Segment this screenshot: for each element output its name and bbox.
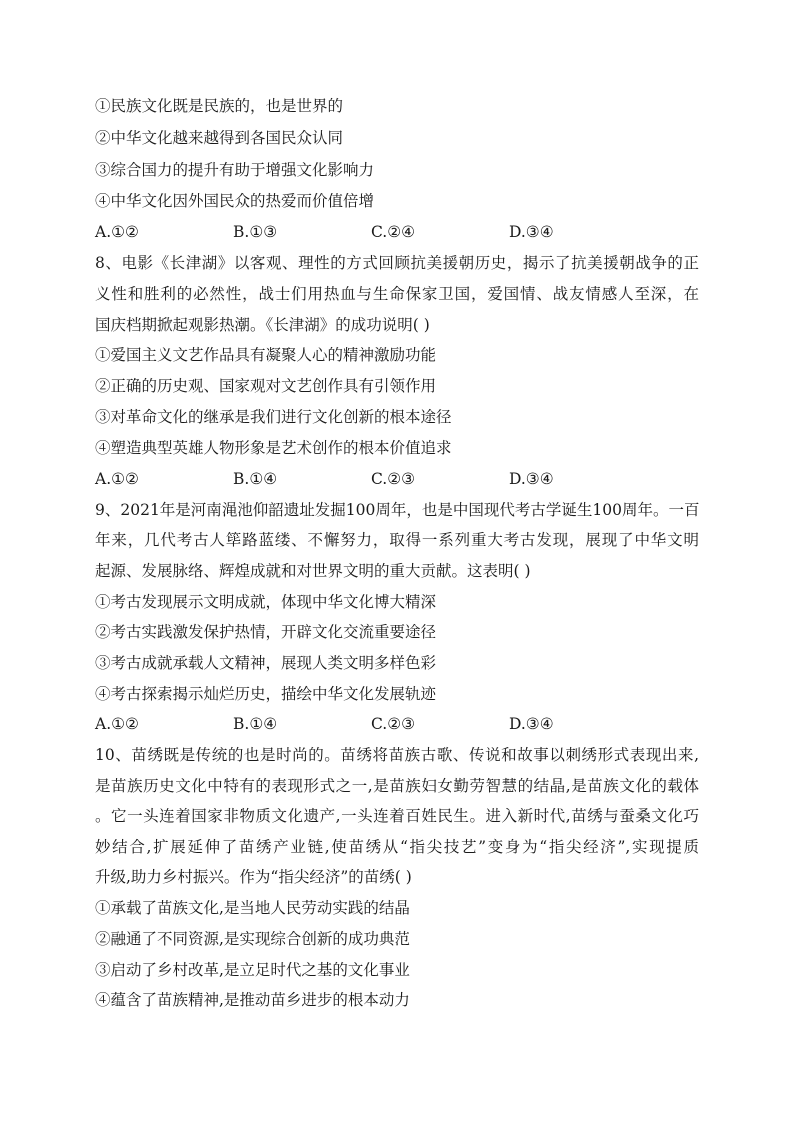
q10-stem-line-2: 是苗族历史文化中特有的表现形式之一,是苗族妇女勤劳智慧的结晶,是苗族文化的载体 <box>95 777 699 795</box>
q8-item-1: ①爱国主义文艺作品具有凝聚人心的精神激励功能 <box>95 346 437 364</box>
q7-option-b: B.①③ <box>233 223 278 241</box>
q9-item-1: ①考古发现展示文明成就，体现中华文化博大精深 <box>95 593 437 611</box>
q7-option-d: D.③④ <box>509 223 554 241</box>
q7-item-4: ④中华文化因外国民众的热爱而价值倍增 <box>95 192 375 210</box>
q10-stem-line-3: 。它一头连着国家非物质文化遗产,一头连着百姓民生。进入新时代,苗绣与蚕桑文化巧 <box>95 807 699 825</box>
q9-stem-line-3: 起源、发展脉络、辉煌成就和对世界文明的重大贡献。这表明( ) <box>95 562 531 580</box>
q7-option-c: C.②④ <box>371 223 416 241</box>
q10-stem-line-4: 妙结合,扩展延伸了苗绣产业链,使苗绣从“指尖技艺”变身为“指尖经济”,实现提质 <box>95 838 699 856</box>
q8-item-4: ④塑造典型英雄人物形象是艺术创作的根本价值追求 <box>95 439 452 457</box>
q10-stem-line-1: 10、苗绣既是传统的也是时尚的。苗绣将苗族古歌、传说和故事以刺绣形式表现出来, <box>95 746 699 764</box>
q10-item-3: ③启动了乡村改革,是立足时代之基的文化事业 <box>95 961 410 979</box>
q9-option-d: D.③④ <box>509 715 554 733</box>
q10-item-2: ②融通了不同资源,是实现综合创新的成功典范 <box>95 930 410 948</box>
q9-item-4: ④考古探索揭示灿烂历史，描绘中华文化发展轨迹 <box>95 685 437 703</box>
q9-option-b: B.①④ <box>233 715 278 733</box>
q8-option-d: D.③④ <box>509 470 554 488</box>
q7-item-2: ②中华文化越来越得到各国民众认同 <box>95 129 344 147</box>
q9-option-c: C.②③ <box>371 715 416 733</box>
q8-item-2: ②正确的历史观、国家观对文艺创作具有引领作用 <box>95 377 437 395</box>
q8-item-3: ③对革命文化的继承是我们进行文化创新的根本途径 <box>95 408 452 426</box>
q10-item-1: ①承载了苗族文化,是当地人民劳动实践的结晶 <box>95 899 410 917</box>
q8-option-c: C.②③ <box>371 470 416 488</box>
q8-stem-line-1: 8、电影《长津湖》以客观、理性的方式回顾抗美援朝历史，揭示了抗美援朝战争的正 <box>95 254 699 272</box>
q9-stem-line-2: 年来，几代考古人筚路蓝缕、不懈努力，取得一系列重大考古发现，展现了中华文明 <box>95 531 699 549</box>
q8-option-b: B.①④ <box>233 470 278 488</box>
q7-item-3: ③综合国力的提升有助于增强文化影响力 <box>95 161 375 179</box>
q9-option-a: A.①② <box>95 715 139 733</box>
q9-item-3: ③考古成就承载人文精神，展现人类文明多样色彩 <box>95 654 437 672</box>
q8-stem-line-2: 义性和胜利的必然性，战士们用热血与生命保家卫国，爱国情、战友情感人至深，在 <box>95 285 699 303</box>
q10-item-4: ④蕴含了苗族精神,是推动苗乡进步的根本动力 <box>95 991 410 1009</box>
q8-stem-line-3: 国庆档期掀起观影热潮。《长津湖》的成功说明( ) <box>95 316 430 334</box>
q7-item-1: ①民族文化既是民族的，也是世界的 <box>95 97 344 115</box>
q7-option-a: A.①② <box>95 223 139 241</box>
q9-item-2: ②考古实践激发保护热情，开辟文化交流重要途径 <box>95 623 437 641</box>
q10-stem-line-5: 升级,助力乡村振兴。作为“指尖经济”的苗绣( ) <box>95 868 412 886</box>
q9-stem-line-1: 9、2021年是河南渑池仰韶遗址发掘100周年，也是中国现代考古学诞生100周年。一百 <box>95 501 700 519</box>
q8-option-a: A.①② <box>95 470 139 488</box>
